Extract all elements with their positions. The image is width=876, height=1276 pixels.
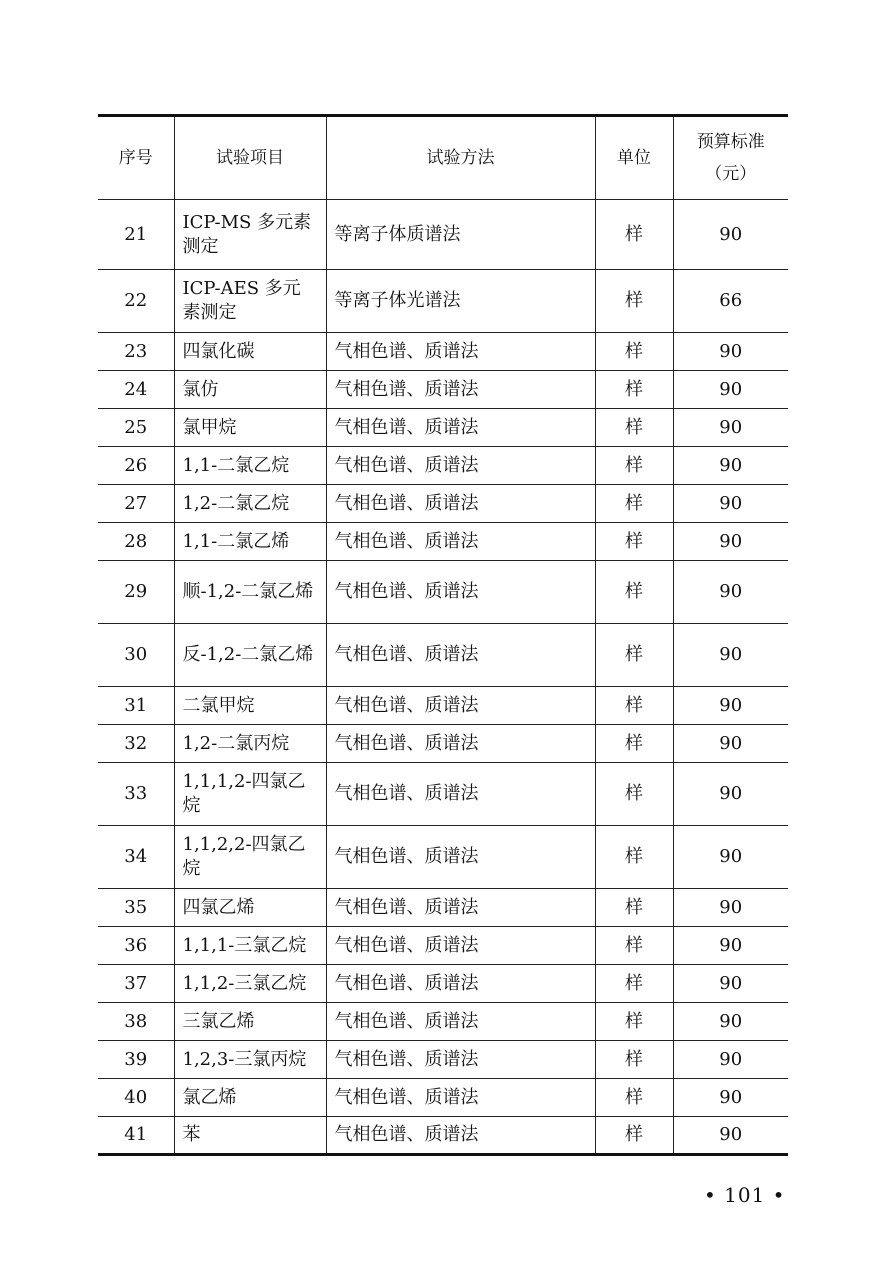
row-budget-price: 90 (673, 561, 788, 624)
row-serial-no: 24 (98, 371, 174, 409)
row-test-item: 反-1,2-二氯乙烯 (174, 624, 326, 687)
row-test-method: 气相色谱、质谱法 (326, 624, 595, 687)
row-test-method: 气相色谱、质谱法 (326, 889, 595, 927)
row-unit: 样 (595, 965, 673, 1003)
row-serial-no: 26 (98, 447, 174, 485)
row-budget-price: 90 (673, 1041, 788, 1079)
row-budget-price: 90 (673, 927, 788, 965)
table-row (98, 270, 788, 333)
row-budget-price: 90 (673, 763, 788, 826)
budget-standard-table (98, 114, 788, 1156)
row-unit: 样 (595, 409, 673, 447)
table-row (98, 333, 788, 371)
table-row (98, 927, 788, 965)
row-unit: 样 (595, 447, 673, 485)
row-budget-price: 90 (673, 1117, 788, 1155)
row-unit: 样 (595, 687, 673, 725)
table-row (98, 1003, 788, 1041)
row-test-method: 气相色谱、质谱法 (326, 1079, 595, 1117)
row-test-item: 二氯甲烷 (174, 687, 326, 725)
row-test-item: 氯甲烷 (174, 409, 326, 447)
row-test-method: 气相色谱、质谱法 (326, 725, 595, 763)
row-test-method: 气相色谱、质谱法 (326, 561, 595, 624)
table-row (98, 1079, 788, 1117)
row-test-item: 氯仿 (174, 371, 326, 409)
row-test-method: 气相色谱、质谱法 (326, 447, 595, 485)
row-serial-no: 36 (98, 927, 174, 965)
row-unit: 样 (595, 624, 673, 687)
row-test-method: 气相色谱、质谱法 (326, 826, 595, 889)
table-row (98, 371, 788, 409)
row-budget-price: 90 (673, 409, 788, 447)
row-serial-no: 37 (98, 965, 174, 1003)
row-serial-no: 41 (98, 1117, 174, 1155)
table-header-row (98, 116, 788, 200)
row-test-item: 1,1,2-三氯乙烷 (174, 965, 326, 1003)
row-budget-price: 90 (673, 200, 788, 270)
row-unit: 样 (595, 200, 673, 270)
row-test-item: 1,2,3-三氯丙烷 (174, 1041, 326, 1079)
row-budget-price: 90 (673, 826, 788, 889)
row-unit: 样 (595, 1117, 673, 1155)
row-budget-price: 90 (673, 485, 788, 523)
table-row (98, 624, 788, 687)
row-unit: 样 (595, 826, 673, 889)
table-body (98, 200, 788, 1155)
row-test-item: 1,2-二氯乙烷 (174, 485, 326, 523)
row-serial-no: 35 (98, 889, 174, 927)
row-test-method: 气相色谱、质谱法 (326, 1117, 595, 1155)
row-unit: 样 (595, 1003, 673, 1041)
row-budget-price: 90 (673, 687, 788, 725)
table-row (98, 561, 788, 624)
row-test-method: 气相色谱、质谱法 (326, 1003, 595, 1041)
row-serial-no: 32 (98, 725, 174, 763)
row-unit: 样 (595, 333, 673, 371)
row-unit: 样 (595, 371, 673, 409)
row-serial-no: 25 (98, 409, 174, 447)
row-test-item: 1,1-二氯乙烯 (174, 523, 326, 561)
row-serial-no: 40 (98, 1079, 174, 1117)
page-number: • 101 • (704, 1183, 786, 1207)
row-serial-no: 31 (98, 687, 174, 725)
row-test-item: 四氯化碳 (174, 333, 326, 371)
row-budget-price: 90 (673, 889, 788, 927)
table-row (98, 485, 788, 523)
row-serial-no: 30 (98, 624, 174, 687)
header-budget-standard (673, 116, 788, 200)
row-budget-price: 90 (673, 965, 788, 1003)
table-row (98, 826, 788, 889)
row-serial-no: 27 (98, 485, 174, 523)
table-row (98, 409, 788, 447)
row-budget-price: 90 (673, 333, 788, 371)
row-budget-price: 90 (673, 371, 788, 409)
row-test-method: 气相色谱、质谱法 (326, 371, 595, 409)
row-test-method: 气相色谱、质谱法 (326, 523, 595, 561)
row-budget-price: 66 (673, 270, 788, 333)
header-test-method: 试验方法 (326, 116, 595, 200)
table-row (98, 725, 788, 763)
row-unit: 样 (595, 485, 673, 523)
row-test-item: 四氯乙烯 (174, 889, 326, 927)
row-unit: 样 (595, 270, 673, 333)
row-test-method: 气相色谱、质谱法 (326, 409, 595, 447)
row-test-method: 气相色谱、质谱法 (326, 687, 595, 725)
row-test-item: 氯乙烯 (174, 1079, 326, 1117)
row-test-item: 1,2-二氯丙烷 (174, 725, 326, 763)
row-unit: 样 (595, 1079, 673, 1117)
row-serial-no: 38 (98, 1003, 174, 1041)
table-row (98, 523, 788, 561)
row-test-item: 1,1-二氯乙烷 (174, 447, 326, 485)
row-test-item: 顺-1,2-二氯乙烯 (174, 561, 326, 624)
table-row (98, 1117, 788, 1155)
row-test-method: 气相色谱、质谱法 (326, 1041, 595, 1079)
row-test-method: 气相色谱、质谱法 (326, 333, 595, 371)
row-test-method: 气相色谱、质谱法 (326, 763, 595, 826)
row-test-item: 1,1,2,2-四氯乙烷 (174, 826, 326, 889)
table-row (98, 200, 788, 270)
header-unit: 单位 (595, 116, 673, 200)
row-budget-price: 90 (673, 1079, 788, 1117)
row-test-method: 气相色谱、质谱法 (326, 927, 595, 965)
row-test-method: 气相色谱、质谱法 (326, 965, 595, 1003)
header-serial-no: 序号 (98, 116, 174, 200)
row-budget-price: 90 (673, 725, 788, 763)
row-serial-no: 23 (98, 333, 174, 371)
row-unit: 样 (595, 889, 673, 927)
header-budget-standard-line1: 预算标准 (696, 132, 765, 152)
table-row (98, 447, 788, 485)
row-unit: 样 (595, 561, 673, 624)
row-budget-price: 90 (673, 447, 788, 485)
row-test-method: 等离子体光谱法 (326, 270, 595, 333)
row-budget-price: 90 (673, 1003, 788, 1041)
row-budget-price: 90 (673, 624, 788, 687)
row-serial-no: 33 (98, 763, 174, 826)
row-test-item: 苯 (174, 1117, 326, 1155)
header-test-item: 试验项目 (174, 116, 326, 200)
row-serial-no: 22 (98, 270, 174, 333)
row-test-item: 1,1,1-三氯乙烷 (174, 927, 326, 965)
table-row (98, 763, 788, 826)
row-unit: 样 (595, 725, 673, 763)
table-row (98, 965, 788, 1003)
row-unit: 样 (595, 523, 673, 561)
row-serial-no: 21 (98, 200, 174, 270)
row-unit: 样 (595, 927, 673, 965)
row-test-method: 等离子体质谱法 (326, 200, 595, 270)
row-serial-no: 39 (98, 1041, 174, 1079)
table-row (98, 889, 788, 927)
row-test-method: 气相色谱、质谱法 (326, 485, 595, 523)
row-test-item: ICP-MS 多元素测定 (174, 200, 326, 270)
row-unit: 样 (595, 1041, 673, 1079)
row-test-item: ICP-AES 多元素测定 (174, 270, 326, 333)
row-unit: 样 (595, 763, 673, 826)
row-serial-no: 28 (98, 523, 174, 561)
row-budget-price: 90 (673, 523, 788, 561)
row-serial-no: 34 (98, 826, 174, 889)
header-budget-standard-line2: （元） (705, 164, 757, 184)
row-test-item: 1,1,1,2-四氯乙烷 (174, 763, 326, 826)
table-row (98, 1041, 788, 1079)
table-row (98, 687, 788, 725)
row-test-item: 三氯乙烯 (174, 1003, 326, 1041)
row-serial-no: 29 (98, 561, 174, 624)
